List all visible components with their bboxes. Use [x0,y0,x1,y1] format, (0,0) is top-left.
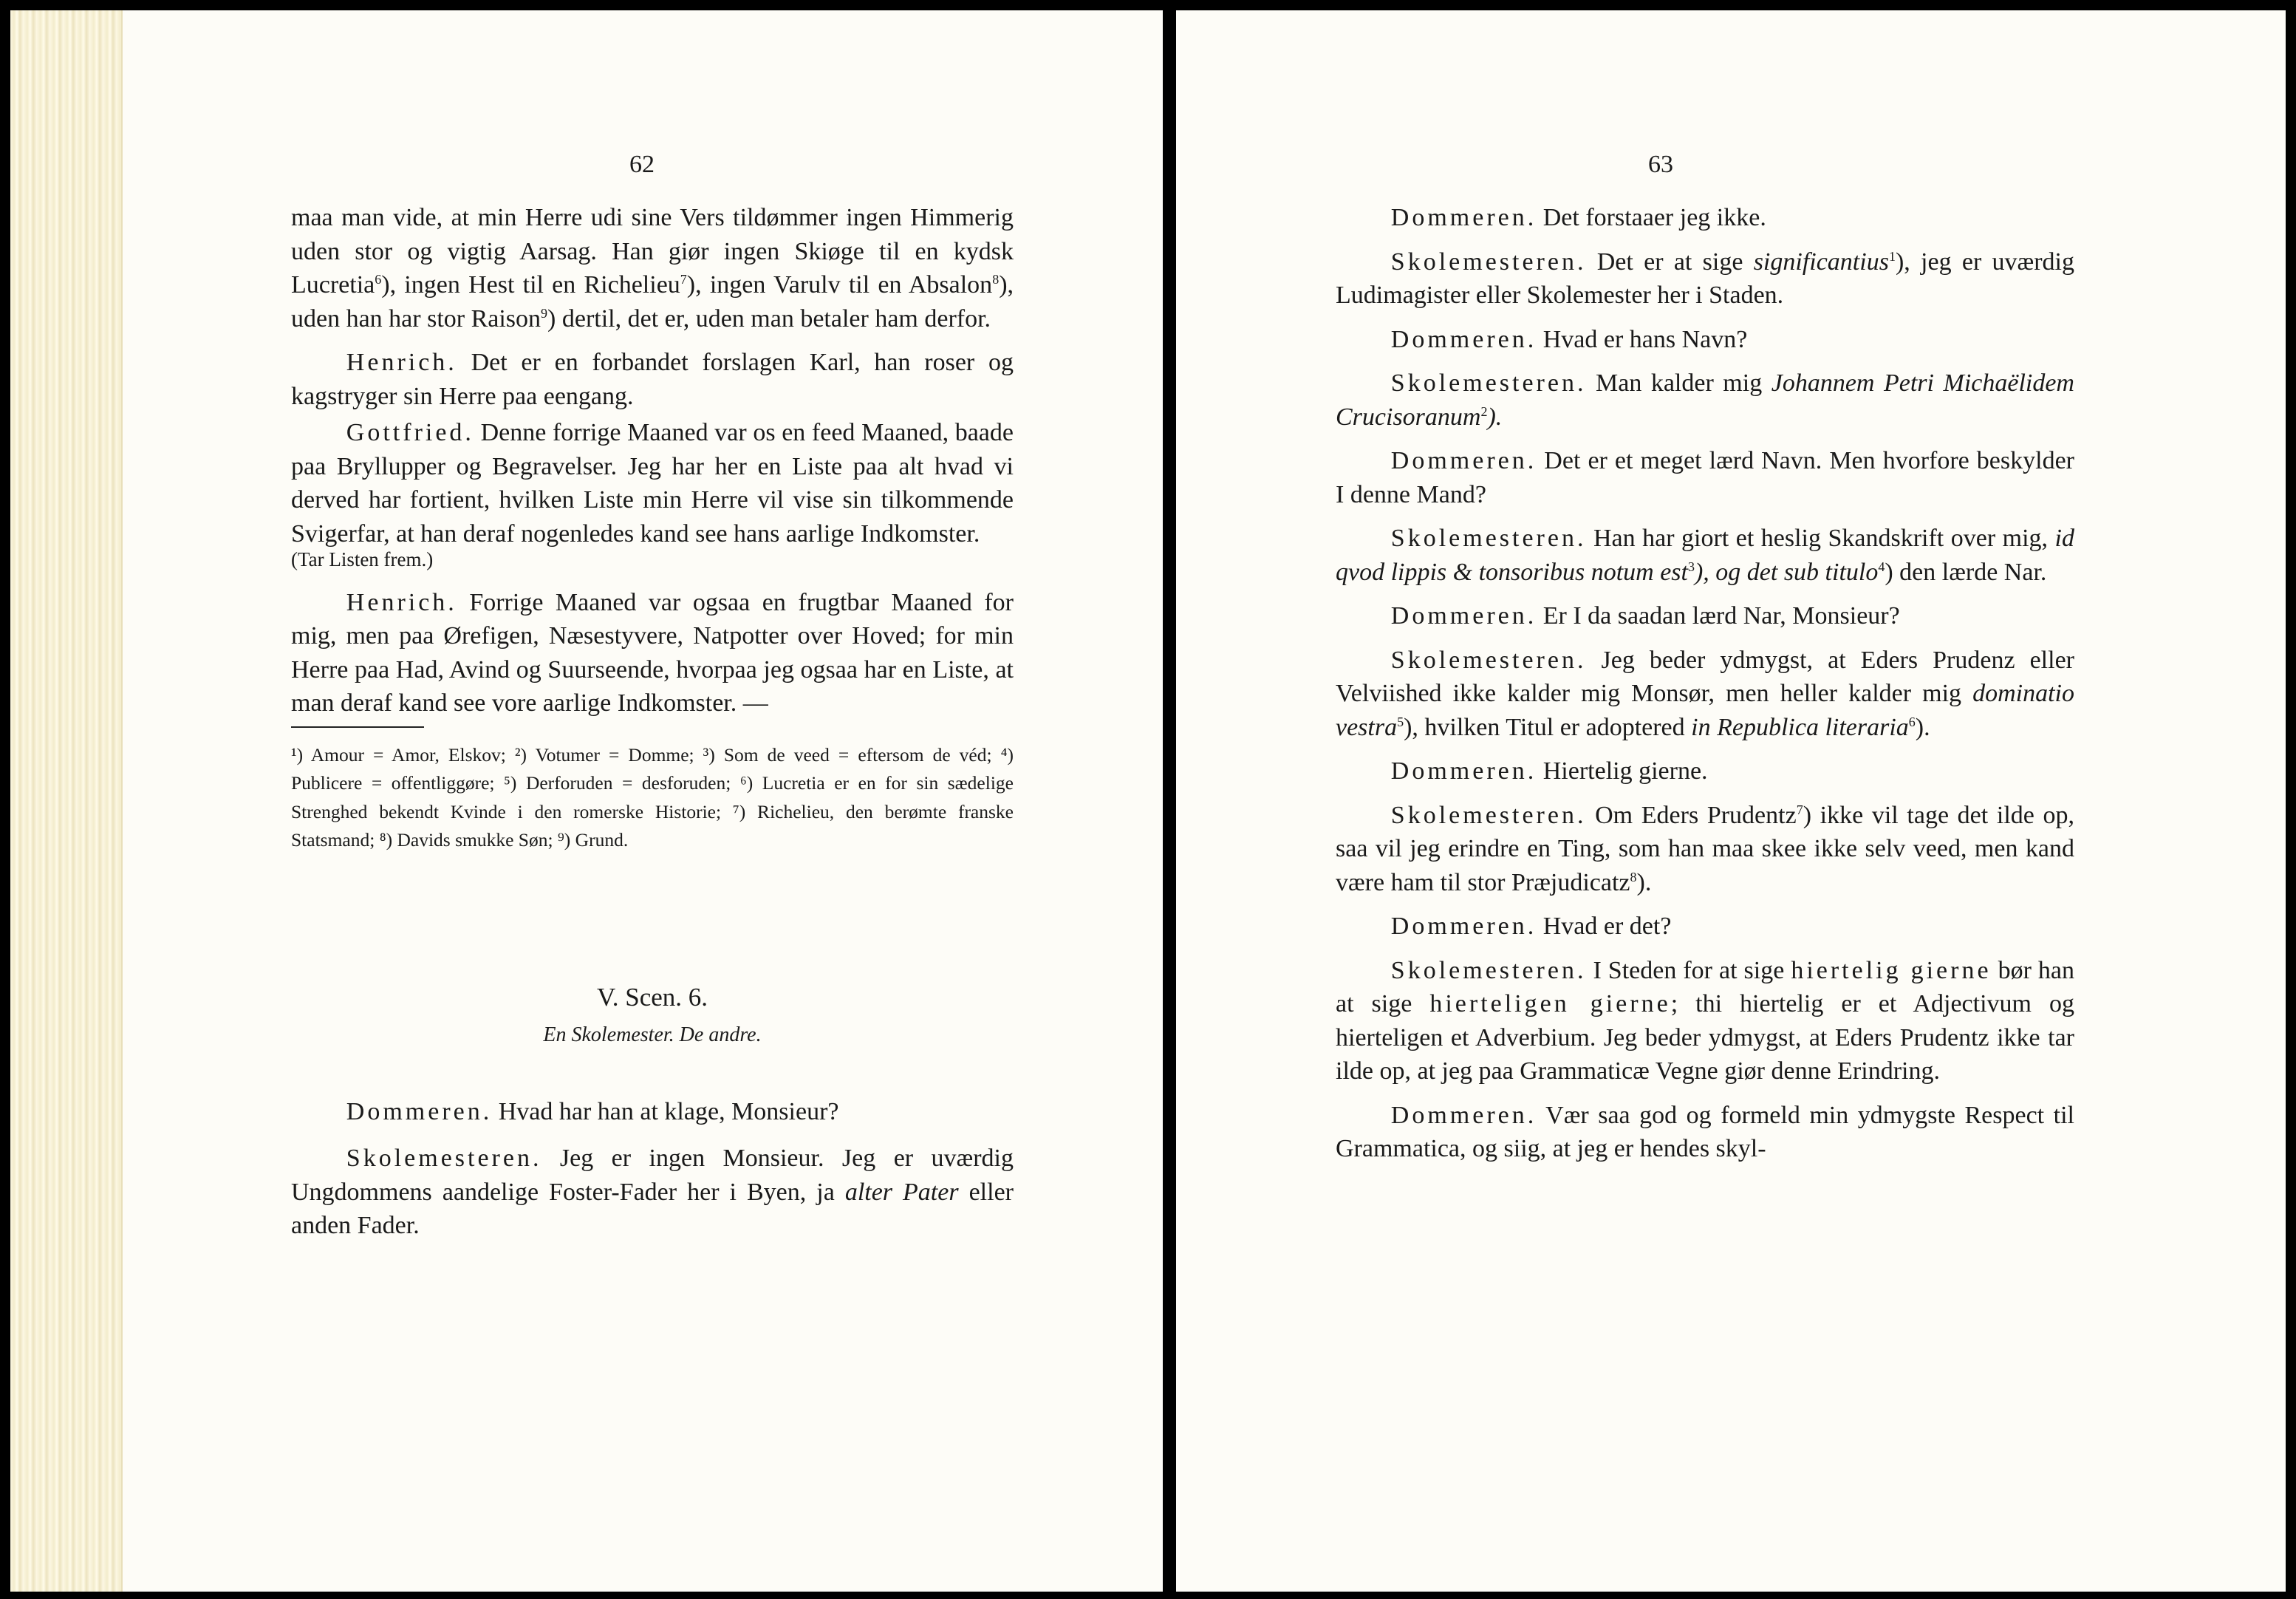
stage-direction: (Tar Listen frem.) [291,548,434,570]
speaker-name: Henrich. [346,588,457,616]
speaker-name: Gottfried. [346,419,474,446]
dialogue-13: Dommeren. Vær saa god og formeld min ydmygste Respect til Grammatica, og siig, at jeg er hendes skyl- [1336,1101,2074,1162]
footnote-divider [291,726,424,728]
speaker-name: Skolemesteren. [1390,956,1587,984]
dialogue-1: Dommeren. Det forstaaer jeg ikke. [1390,204,1766,231]
speaker-name: Dommeren. [1390,757,1537,785]
dialogue-12: Skolemesteren. I Steden for at sige hiertelig gierne bør han at sige hierteligen gierne; thi hiertelig er et Adjectivum og hierteligen et Adverbium. Jeg beder ydmygst, at Eders Prudentz ikke tar ilde op, at jeg paa Grammaticæ Vegne giør denne Erindring. [1336,956,2074,1085]
dialogue-8: Skolemesteren. Jeg beder ydmygst, at Eders Prudenz eller Velviished ikke kalder mig Monsør, men heller kalder mig dominatio vestra$^5$), hvilken Titul er adoptered in Republica literaria$^6$). [1336,646,2074,741]
dialogue-4: Skolemesteren. Man kalder mig Johannem Petri Michaëlidem Crucisoranum$^2$). [1336,369,2074,431]
dialogue-9: Dommeren. Hiertelig gierne. [1390,757,1708,785]
page-edge-decoration [10,10,123,1592]
dialogue-7: Dommeren. Er I da saadan lærd Nar, Monsieur? [1390,602,1900,630]
speaker-name: Skolemesteren. [346,1145,542,1172]
right-page [1176,10,2286,1592]
speaker-name: Dommeren. [1390,325,1537,353]
paragraph-1: maa man vide, at min Herre udi sine Vers tildømmer ingen Himmerig uden stor og vigtig Aarsag. Han giør ingen Skiøge til en kydsk Lucretia$^6$), ingen Hest til en Richelieu$^7$), ingen Varulv til en Absalon$^8$), uden han har stor Raison$^9$) dertil, det er, uden man betaler ham derfor. [291,204,1014,333]
scene-persons: En Skolemester. De andre. [543,1023,762,1046]
speaker-name: Skolemesteren. [1390,525,1587,552]
paragraph-5: Dommeren. Hvad har han at klage, Monsieur? [346,1097,839,1125]
speaker-name: Skolemesteren. [1390,646,1587,674]
right-page-text [1336,201,2074,1176]
speaker-name: Skolemesteren. [1390,369,1587,397]
speaker-name: Dommeren. [1390,913,1537,940]
dialogue-6: Skolemesteren. Han har giort et heslig Skandskrift over mig, id qvod lippis & tonsoribus notum est$^3$), og det sub titulo$^4$) den lærde Nar. [1336,525,2074,586]
left-page-text [291,201,1014,1253]
dialogue-5: Dommeren. Det er et meget lærd Navn. Men hvorfore beskylder I denne Mand? [1336,447,2074,508]
speaker-name: Dommeren. [1390,1101,1537,1129]
speaker-name: Dommeren. [1390,447,1537,474]
paragraph-4: Henrich. Forrige Maaned var ogsaa en frugtbar Maaned for mig, men paa Ørefigen, Næsestyvere, Natpotter over Hoved; for min Herre paa Had, Avind og Suurseende, hvorpaa jeg ogsaa har en Liste, at man deraf kand see vore aarlige Indkomster. — [291,588,1014,717]
footnotes: ¹) Amour = Amor, Elskov; ²) Votumer = Domme; ³) Som de veed = eftersom de véd; ⁴) Publicere = offentliggøre; ⁵) Derforuden = desforuden; ⁶) Lucretia er en for sin sædelige Strenghed bekendt Kvinde i den romerske Historie; ⁷) Richelieu, den berømte franske Statsmand; ⁸) Davids smukke Søn; ⁹) Grund. [291,743,1014,850]
dialogue-11: Dommeren. Hvad er det? [1390,913,1672,940]
speaker-name: Henrich. [346,349,457,376]
dialogue-2: Skolemesteren. Det er at sige significantius$^1$), jeg er uværdig Ludimagister eller Skolemester her i Staden. [1336,248,2075,309]
speaker-name: Skolemesteren. [1390,801,1587,829]
scene-title: V. Scen. 6. [596,982,708,1012]
left-page [10,10,1163,1592]
speaker-name: Dommeren. [346,1097,493,1125]
paragraph-2: Henrich. Det er en forbandet forslagen Karl, han roser og kagstryger sin Herre paa eengang. [291,349,1014,410]
paragraph-6: Skolemesteren. Jeg er ingen Monsieur. Jeg er uværdig Ungdommens aandelige Foster-Fader her i Byen, ja alter Pater eller anden Fader. [291,1145,1014,1239]
paragraph-3: Gottfried. Denne forrige Maaned var os en feed Maaned, baade paa Bryllupper og Begravelser. Jeg har her en Liste paa alt hvad vi derved har fortient, hvilken Liste min Herre vil vise sin tilkommende Svigerfar, at han deraf nogenledes kand see hans aarlige Indkomster. [291,419,1014,548]
speaker-name: Skolemesteren. [1390,248,1587,276]
speaker-name: Dommeren. [1390,602,1537,630]
dialogue-10: Skolemesteren. Om Eders Prudentz$^7$) ikke vil tage det ilde op, saa vil jeg erindre en Ting, som han maa skee ikke selv veed, men kand være ham til stor Præjudicatz$^8$). [1336,801,2074,896]
page-number-right: 63 [1648,151,1673,178]
dialogue-3: Dommeren. Hvad er hans Navn? [1390,325,1748,353]
speaker-name: Dommeren. [1390,204,1537,231]
page-number-left: 62 [629,151,655,178]
